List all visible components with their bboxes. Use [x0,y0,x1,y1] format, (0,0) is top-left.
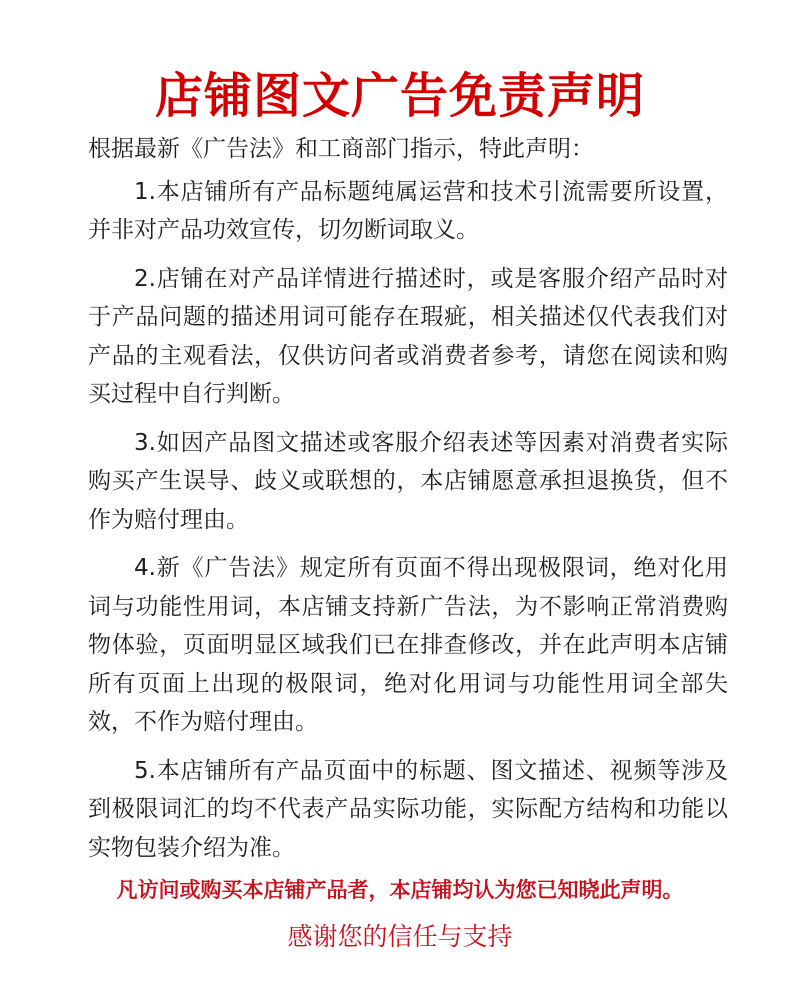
page-title: 店铺图文广告免责声明 [154,68,645,125]
clause-5: 5.本店铺所有产品页面中的标题、图文描述、视频等涉及到极限词汇的均不代表产品实际功能，实际配方结构和功能以实物包装介绍为准。 [88,757,728,861]
clause-4: 4.新《广告法》规定所有页面不得出现极限词，绝对化用词与功能性用词，本店铺支持新广告法，为不影响正常消费购物体验，页面明显区域我们已在排查修改，并在此声明本店铺所有页面上出现的极限词，绝对化用词与功能性用词全部失效，不作为赔付理由。 [88,555,728,735]
clause-1: 1.本店铺所有产品标题纯属运营和技术引流需要所设置，并非对产品功效宣传，切勿断词取义。 [88,178,728,243]
disclaimer-body [88,130,728,877]
footer-note: 凡访问或购买本店铺产品者，本店铺均认为您已知晓此声明。 [116,878,684,902]
clause-2: 2.店铺在对产品详情进行描述时，或是客服介绍产品时对于产品问题的描述用词可能存在瑕疵，相关描述仅代表我们对产品的主观看法，仅供访问者或消费者参考，请您在阅读和购买过程中自行判断。 [88,265,728,407]
thanks-message: 感谢您的信任与支持 [287,922,513,951]
clause-3: 3.如因产品图文描述或客服介绍表述等因素对消费者实际购买产生误导、歧义或联想的，本店铺愿意承担退换货，但不作为赔付理由。 [88,429,728,533]
intro-text: 根据最新《广告法》和工商部门指示，特此声明： [88,136,594,162]
